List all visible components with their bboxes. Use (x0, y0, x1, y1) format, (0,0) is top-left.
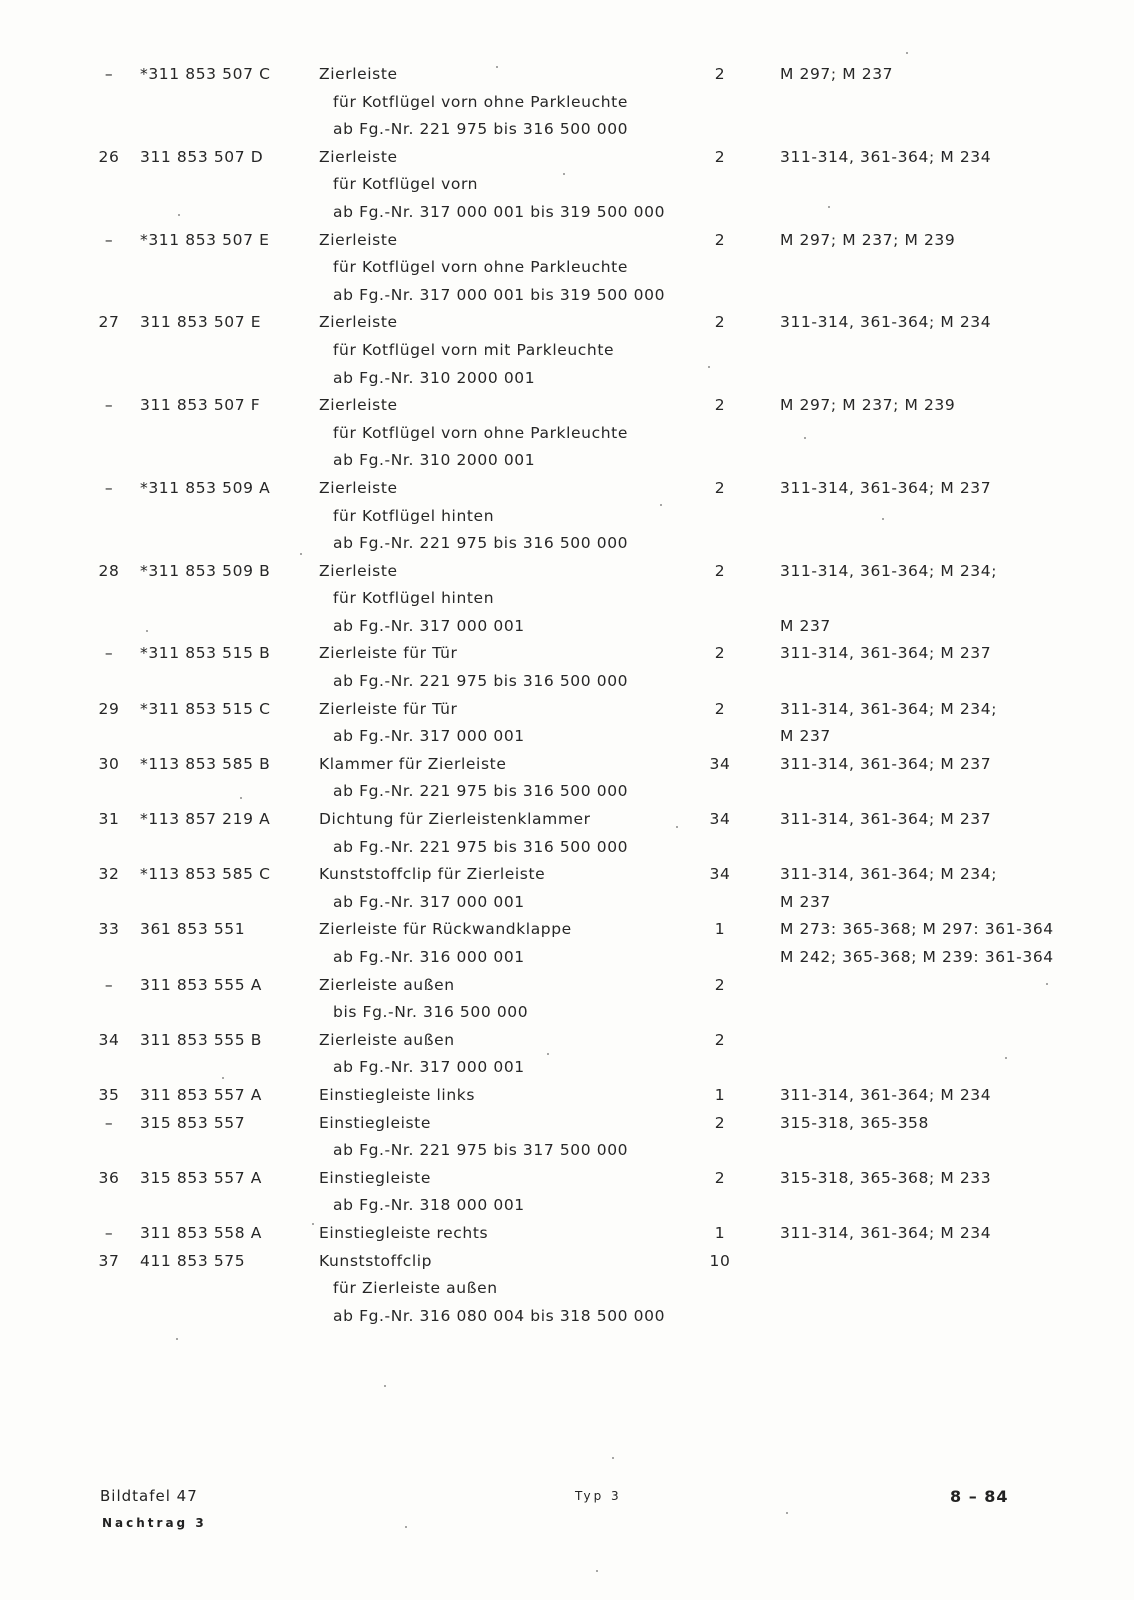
quantity-cell: 2 (714, 561, 726, 580)
row-line (0, 89, 1134, 117)
table-row (0, 1220, 1134, 1248)
description-cell: Zierleiste (319, 230, 398, 249)
description-cell: Kunststoffclip für Zierleiste (319, 865, 546, 884)
page-number: 8 – 84 (950, 1487, 1009, 1506)
quantity-cell: 2 (714, 313, 726, 332)
table-row (0, 144, 1134, 227)
row-line (0, 1303, 1134, 1331)
row-line (0, 447, 1134, 475)
table-row (0, 227, 1134, 310)
scan-speck (222, 1077, 224, 1079)
row-line (0, 1027, 1134, 1055)
part-number-cell: *311 853 507 C (140, 65, 271, 83)
row-line (0, 806, 1134, 834)
scan-speck (786, 1512, 788, 1514)
row-line (0, 1165, 1134, 1193)
remarks-cell: M 237 (780, 616, 831, 635)
plate-number: Bildtafel 47 (100, 1487, 198, 1505)
description-cell: ab Fg.-Nr. 317 000 001 (333, 1058, 525, 1077)
position-cell: 32 (98, 865, 120, 884)
position-cell: 26 (98, 147, 120, 166)
description-cell: ab Fg.-Nr. 221 975 bis 316 500 000 (333, 120, 629, 139)
description-cell: für Kotflügel vorn mit Parkleuchte (333, 340, 615, 359)
part-number-cell: *311 853 509 B (140, 561, 271, 580)
row-line (0, 144, 1134, 172)
part-number-cell: *311 853 515 B (140, 644, 271, 663)
description-cell: ab Fg.-Nr. 316 000 001 (333, 948, 525, 966)
remarks-cell: 311-314, 361-364; M 237 (780, 644, 992, 663)
table-row (0, 751, 1134, 806)
description-cell: Zierleiste für Tür (319, 699, 458, 718)
remarks-cell: 311-314, 361-364; M 234 (780, 313, 992, 332)
row-line (0, 889, 1134, 917)
quantity-cell: 2 (714, 230, 726, 249)
quantity-cell: 2 (714, 1168, 726, 1187)
description-cell: ab Fg.-Nr. 310 2000 001 (333, 451, 536, 470)
scan-speck (240, 797, 242, 799)
description-cell: für Kotflügel vorn ohne Parkleuchte (333, 92, 628, 111)
row-line (0, 420, 1134, 448)
part-number-cell: 361 853 551 (140, 920, 246, 939)
quantity-cell: 34 (709, 754, 731, 773)
scan-speck (676, 826, 678, 828)
row-line (0, 1192, 1134, 1220)
scan-speck (176, 1338, 178, 1340)
quantity-cell: 2 (714, 1113, 726, 1132)
remarks-cell: M 242; 365-368; M 239: 361-364 (780, 948, 1054, 966)
quantity-cell: 34 (709, 810, 731, 829)
position-cell: 33 (98, 920, 120, 939)
position-cell: 35 (98, 1085, 120, 1104)
row-line (0, 199, 1134, 227)
description-cell: ab Fg.-Nr. 310 2000 001 (333, 368, 536, 387)
table-row (0, 806, 1134, 861)
row-line (0, 530, 1134, 558)
row-line (0, 778, 1134, 806)
row-line (0, 61, 1134, 89)
part-number-cell: 311 853 555 A (140, 975, 262, 994)
scan-speck (882, 518, 884, 520)
row-line (0, 475, 1134, 503)
description-cell: Zierleiste (319, 478, 398, 497)
vehicle-type: Typ 3 (575, 1489, 622, 1503)
table-row (0, 640, 1134, 695)
remarks-cell: 311-314, 361-364; M 234 (780, 1223, 992, 1242)
row-line (0, 972, 1134, 1000)
position-cell: 27 (98, 313, 120, 332)
remarks-cell: M 273: 365-368; M 297: 361-364 (780, 920, 1054, 939)
position-cell: – (104, 1223, 114, 1242)
position-cell: – (104, 65, 114, 83)
position-cell: 36 (98, 1168, 120, 1187)
remarks-cell: 311-314, 361-364; M 237 (780, 478, 992, 497)
position-cell: 30 (98, 754, 120, 773)
table-row (0, 861, 1134, 916)
table-row (0, 475, 1134, 558)
table-row (0, 972, 1134, 1027)
remarks-cell: 311-314, 361-364; M 237 (780, 754, 992, 773)
scan-speck (1005, 1057, 1007, 1059)
description-cell: ab Fg.-Nr. 221 975 bis 317 500 000 (333, 1141, 629, 1160)
table-row (0, 1248, 1134, 1331)
row-line (0, 999, 1134, 1027)
remarks-cell: 311-314, 361-364; M 234; (780, 699, 998, 718)
position-cell: 31 (98, 810, 120, 829)
description-cell: für Zierleiste außen (333, 1279, 498, 1298)
description-cell: Kunststoffclip (319, 1251, 433, 1270)
description-cell: Einstiegleiste links (319, 1085, 476, 1104)
description-cell: Einstiegleiste rechts (319, 1223, 489, 1242)
remarks-cell: 311-314, 361-364; M 234; (780, 561, 998, 580)
description-cell: Zierleiste für Tür (319, 644, 458, 663)
description-cell: ab Fg.-Nr. 221 975 bis 316 500 000 (333, 782, 629, 801)
table-row (0, 558, 1134, 641)
remarks-cell: M 237 (780, 727, 831, 746)
part-number-cell: 311 853 507 F (140, 396, 261, 415)
part-number-cell: 411 853 575 (140, 1251, 246, 1270)
row-line (0, 1248, 1134, 1276)
quantity-cell: 10 (709, 1251, 731, 1270)
description-cell: Zierleiste außen (319, 975, 455, 994)
row-line (0, 282, 1134, 310)
scan-speck (612, 1457, 614, 1459)
quantity-cell: 34 (709, 865, 731, 884)
scan-speck (384, 1385, 386, 1387)
description-cell: Klammer für Zierleiste (319, 754, 507, 773)
parts-table (0, 61, 1134, 1330)
table-row (0, 1027, 1134, 1082)
position-cell: 37 (98, 1251, 120, 1270)
row-line (0, 309, 1134, 337)
description-cell: ab Fg.-Nr. 317 000 001 (333, 892, 525, 911)
position-cell: – (104, 1113, 114, 1132)
scan-speck (708, 366, 710, 368)
table-row (0, 61, 1134, 144)
remarks-cell: M 237 (780, 892, 831, 911)
remarks-cell: 311-314, 361-364; M 234 (780, 1085, 992, 1104)
table-row (0, 309, 1134, 392)
table-row (0, 1082, 1134, 1110)
scan-speck (660, 504, 662, 506)
scan-speck (178, 214, 180, 216)
scan-speck (405, 1526, 407, 1528)
quantity-cell: 2 (714, 644, 726, 663)
remarks-cell: M 297; M 237; M 239 (780, 230, 956, 249)
position-cell: 29 (98, 699, 120, 718)
scan-speck (804, 437, 806, 439)
row-line (0, 916, 1134, 944)
table-row (0, 916, 1134, 971)
quantity-cell: 2 (714, 147, 726, 166)
row-line (0, 723, 1134, 751)
quantity-cell: 2 (714, 478, 726, 497)
row-line (0, 558, 1134, 586)
table-row (0, 392, 1134, 475)
description-cell: für Kotflügel hinten (333, 589, 495, 608)
description-cell: für Kotflügel vorn ohne Parkleuchte (333, 258, 628, 277)
description-cell: Zierleiste (319, 561, 398, 580)
description-cell: Einstiegleiste (319, 1113, 431, 1132)
part-number-cell: 315 853 557 A (140, 1168, 262, 1187)
description-cell: ab Fg.-Nr. 316 080 004 bis 318 500 000 (333, 1306, 666, 1325)
part-number-cell: *113 857 219 A (140, 810, 271, 829)
row-line (0, 696, 1134, 724)
quantity-cell: 2 (714, 65, 726, 83)
row-line (0, 834, 1134, 862)
row-line (0, 503, 1134, 531)
description-cell: ab Fg.-Nr. 318 000 001 (333, 1196, 525, 1215)
part-number-cell: 311 853 507 D (140, 147, 264, 166)
scan-speck (547, 1053, 549, 1055)
description-cell: Zierleiste (319, 313, 398, 332)
scan-speck (906, 52, 908, 54)
description-cell: ab Fg.-Nr. 317 000 001 bis 319 500 000 (333, 285, 666, 304)
row-line (0, 613, 1134, 641)
quantity-cell: 1 (714, 1085, 726, 1104)
row-line (0, 392, 1134, 420)
part-number-cell: 311 853 558 A (140, 1223, 262, 1242)
part-number-cell: *311 853 515 C (140, 699, 271, 718)
row-line (0, 1110, 1134, 1138)
position-cell: – (104, 396, 114, 415)
quantity-cell: 1 (714, 1223, 726, 1242)
quantity-cell: 1 (714, 920, 726, 939)
scan-speck (496, 66, 498, 68)
row-line (0, 1220, 1134, 1248)
description-cell: bis Fg.-Nr. 316 500 000 (333, 1003, 529, 1022)
row-line (0, 668, 1134, 696)
remarks-cell: 315-318, 365-368; M 233 (780, 1168, 992, 1187)
quantity-cell: 2 (714, 396, 726, 415)
row-line (0, 1275, 1134, 1303)
description-cell: Zierleiste für Rückwandklappe (319, 920, 572, 939)
scan-speck (563, 173, 565, 175)
scan-speck (828, 206, 830, 208)
table-row (0, 696, 1134, 751)
description-cell: ab Fg.-Nr. 221 975 bis 316 500 000 (333, 837, 629, 856)
remarks-cell: M 297; M 237 (780, 65, 894, 83)
remarks-cell: 311-314, 361-364; M 234; (780, 865, 998, 884)
row-line (0, 337, 1134, 365)
row-line (0, 254, 1134, 282)
scan-speck (596, 1570, 598, 1572)
row-line (0, 227, 1134, 255)
scan-speck (300, 553, 302, 555)
description-cell: Dichtung für Zierleistenklammer (319, 810, 591, 829)
description-cell: ab Fg.-Nr. 317 000 001 (333, 616, 525, 635)
position-cell: 34 (98, 1030, 120, 1049)
row-line (0, 861, 1134, 889)
table-row (0, 1110, 1134, 1165)
description-cell: für Kotflügel vorn ohne Parkleuchte (333, 423, 628, 442)
description-cell: für Kotflügel vorn (333, 175, 479, 194)
position-cell: – (104, 230, 114, 249)
remarks-cell: 315-318, 365-358 (780, 1113, 929, 1132)
part-number-cell: *113 853 585 C (140, 865, 271, 884)
row-line (0, 585, 1134, 613)
description-cell: ab Fg.-Nr. 221 975 bis 316 500 000 (333, 534, 629, 553)
part-number-cell: *311 853 507 E (140, 230, 270, 249)
row-line (0, 365, 1134, 393)
row-line (0, 171, 1134, 199)
part-number-cell: 315 853 557 (140, 1113, 246, 1132)
supplement-number: Nachtrag 3 (102, 1516, 207, 1530)
description-cell: für Kotflügel hinten (333, 506, 495, 525)
row-line (0, 116, 1134, 144)
row-line (0, 751, 1134, 779)
part-number-cell: 311 853 555 B (140, 1030, 262, 1049)
scan-speck (146, 630, 148, 632)
table-row (0, 1165, 1134, 1220)
position-cell: 28 (98, 561, 120, 580)
quantity-cell: 2 (714, 1030, 726, 1049)
remarks-cell: M 297; M 237; M 239 (780, 396, 956, 415)
position-cell: – (104, 975, 114, 994)
quantity-cell: 2 (714, 975, 726, 994)
description-cell: Zierleiste (319, 147, 398, 166)
part-number-cell: 311 853 507 E (140, 313, 262, 332)
row-line (0, 944, 1134, 972)
scan-speck (1046, 983, 1048, 985)
part-number-cell: *311 853 509 A (140, 478, 271, 497)
remarks-cell: 311-314, 361-364; M 234 (780, 147, 992, 166)
row-line (0, 1082, 1134, 1110)
description-cell: ab Fg.-Nr. 317 000 001 bis 319 500 000 (333, 202, 666, 221)
description-cell: Zierleiste (319, 396, 398, 415)
part-number-cell: *113 853 585 B (140, 754, 271, 773)
remarks-cell: 311-314, 361-364; M 237 (780, 810, 992, 829)
row-line (0, 640, 1134, 668)
part-number-cell: 311 853 557 A (140, 1085, 262, 1104)
position-cell: – (104, 644, 114, 663)
description-cell: ab Fg.-Nr. 317 000 001 (333, 727, 525, 746)
description-cell: Zierleiste außen (319, 1030, 455, 1049)
row-line (0, 1137, 1134, 1165)
description-cell: Zierleiste (319, 65, 398, 83)
position-cell: – (104, 478, 114, 497)
scan-speck (312, 1223, 314, 1225)
description-cell: ab Fg.-Nr. 221 975 bis 316 500 000 (333, 672, 629, 691)
quantity-cell: 2 (714, 699, 726, 718)
row-line (0, 1054, 1134, 1082)
description-cell: Einstiegleiste (319, 1168, 431, 1187)
